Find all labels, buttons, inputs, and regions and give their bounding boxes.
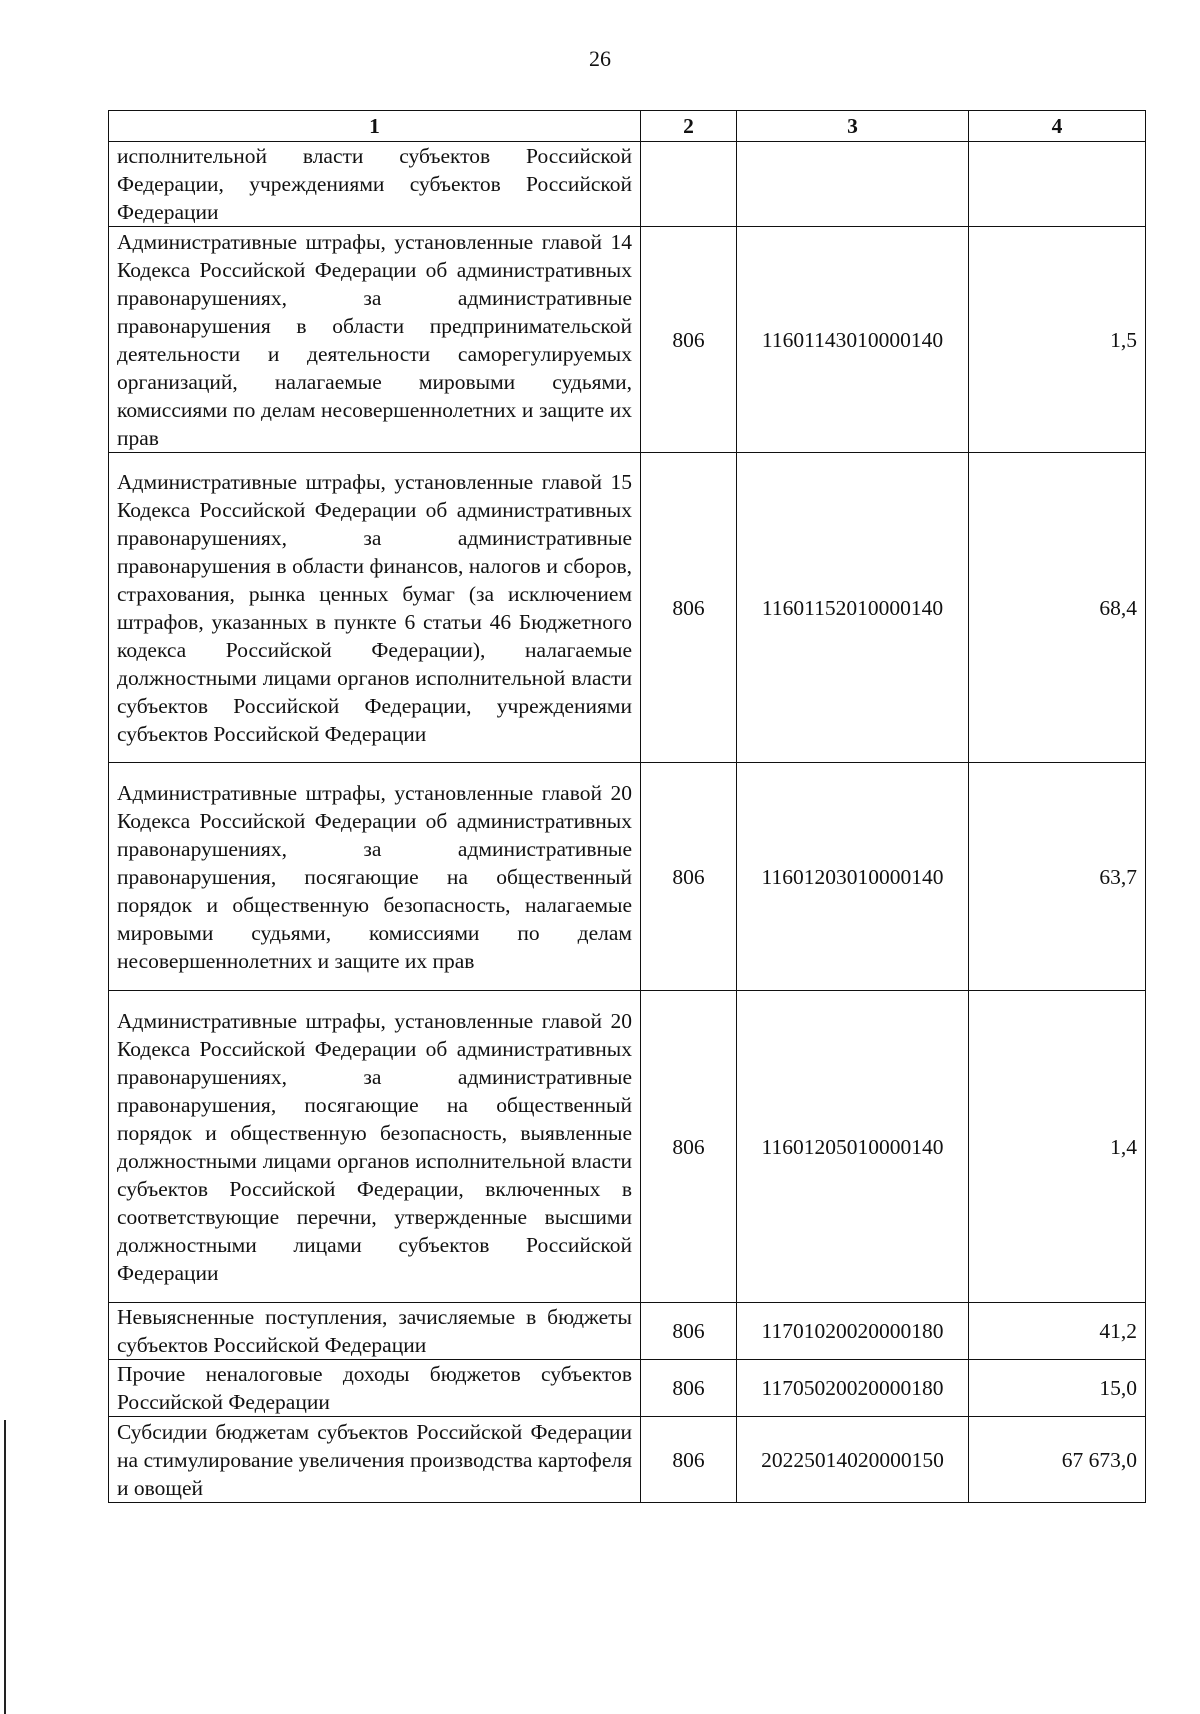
amount-cell: 15,0 [969, 1360, 1146, 1417]
administrator-code-cell: 806 [641, 453, 737, 763]
table-row [109, 1417, 1146, 1503]
administrator-code-cell: 806 [641, 1417, 737, 1503]
table-header-row [109, 111, 1146, 142]
budget-classification-code-cell: 20225014020000150 [737, 1417, 969, 1503]
column-header-2: 2 [641, 111, 737, 142]
administrator-code-cell: 806 [641, 991, 737, 1303]
revenue-name-cell: Административные штрафы, установленные главой 15 Кодекса Российской Федерации об административных правонарушениях, за административные правонарушения в области финансов, налогов и сборов, страхования, рынка ценных бумаг (за исключением штрафов, указанных в пункте 6 статьи 46 Бюджетного кодекса Российской Федерации), налагаемые должностными лицами органов исполнительной власти субъектов Российской Федерации, учреждениями субъектов Российской Федерации [109, 453, 641, 763]
budget-classification-code-cell [737, 142, 969, 227]
revenue-name-cell: Субсидии бюджетам субъектов Российской Федерации на стимулирование увеличения производства картофеля и овощей [109, 1417, 641, 1503]
page-number: 26 [589, 46, 611, 71]
table-row [109, 1360, 1146, 1417]
administrator-code-cell [641, 142, 737, 227]
scan-edge-mark [4, 1420, 6, 1714]
column-header-3: 3 [737, 111, 969, 142]
amount-cell: 41,2 [969, 1303, 1146, 1360]
amount-cell: 63,7 [969, 763, 1146, 991]
amount-cell [969, 142, 1146, 227]
administrator-code-cell: 806 [641, 763, 737, 991]
column-header-4: 4 [969, 111, 1146, 142]
budget-revenue-table [108, 110, 1146, 1503]
column-header-1: 1 [109, 111, 641, 142]
budget-classification-code-cell: 11601203010000140 [737, 763, 969, 991]
budget-classification-code-cell: 11601143010000140 [737, 227, 969, 453]
budget-classification-code-cell: 11601205010000140 [737, 991, 969, 1303]
budget-classification-code-cell: 11701020020000180 [737, 1303, 969, 1360]
amount-cell: 67 673,0 [969, 1417, 1146, 1503]
table-row [109, 227, 1146, 453]
budget-classification-code-cell: 11601152010000140 [737, 453, 969, 763]
administrator-code-cell: 806 [641, 1303, 737, 1360]
administrator-code-cell: 806 [641, 1360, 737, 1417]
revenue-name-cell: Административные штрафы, установленные главой 20 Кодекса Российской Федерации об административных правонарушениях, за административные правонарушения, посягающие на общественный порядок и общественную безопасность, налагаемые мировыми судьями, комиссиями по делам несовершеннолетних и защите их прав [109, 763, 641, 991]
revenue-name-cell: Административные штрафы, установленные главой 20 Кодекса Российской Федерации об административных правонарушениях, за административные правонарушения, посягающие на общественный порядок и общественную безопасность, выявленные должностными лицами органов исполнительной власти субъектов Российской Федерации, включенных в соответствующие перечни, утвержденные высшими должностными лицами субъектов Российской Федерации [109, 991, 641, 1303]
revenue-name-cell: Прочие неналоговые доходы бюджетов субъектов Российской Федерации [109, 1360, 641, 1417]
amount-cell: 1,4 [969, 991, 1146, 1303]
table-row [109, 991, 1146, 1303]
table-row [109, 1303, 1146, 1360]
amount-cell: 68,4 [969, 453, 1146, 763]
table-row [109, 142, 1146, 227]
revenue-name-cell: исполнительной власти субъектов Российской Федерации, учреждениями субъектов Российской Федерации [109, 142, 641, 227]
amount-cell: 1,5 [969, 227, 1146, 453]
revenue-name-cell: Административные штрафы, установленные главой 14 Кодекса Российской Федерации об административных правонарушениях, за административные правонарушения в области предпринимательской деятельности и деятельности саморегулируемых организаций, налагаемые мировыми судьями, комиссиями по делам несовершеннолетних и защите их прав [109, 227, 641, 453]
administrator-code-cell: 806 [641, 227, 737, 453]
revenue-name-cell: Невыясненные поступления, зачисляемые в бюджеты субъектов Российской Федерации [109, 1303, 641, 1360]
budget-classification-code-cell: 11705020020000180 [737, 1360, 969, 1417]
table-row [109, 453, 1146, 763]
table-row [109, 763, 1146, 991]
